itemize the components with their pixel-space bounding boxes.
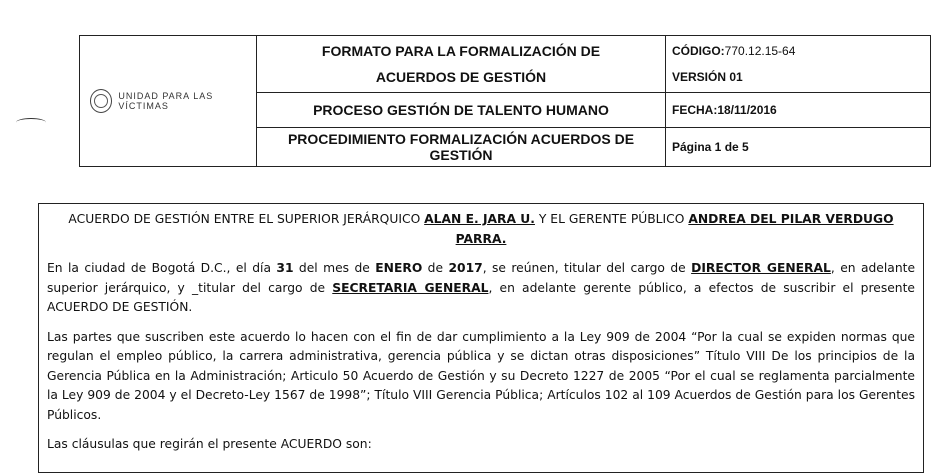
title-line-1: FORMATO PARA LA FORMALIZACIÓN DE (321, 43, 601, 59)
process-name: PROCESO GESTIÓN DE TALENTO HUMANO (257, 93, 666, 128)
seal-icon (90, 89, 112, 113)
superior-name: ALAN E. JARA U. (424, 212, 535, 226)
page-number: Página 1 de 5 (666, 128, 931, 167)
procedure-name: PROCEDIMIENTO FORMALIZACIÓN ACUERDOS DE GESTIÓN (257, 128, 666, 167)
role-secretary: SECRETARIA GENERAL (332, 280, 489, 295)
code-version-cell (666, 36, 931, 93)
version: VERSIÓN 01 (672, 70, 743, 84)
paragraph-legal-basis: Las partes que suscriben este acuerdo lo hacen con el fin de dar cumplimiento a la Ley 909 de 2004 “Por la cual se expiden normas que regulan el empleo público, la carrera administrativa, gerencia pública y se dictan otras disposiciones” Título VIII De los principios de la Gerencia Pública en la Administración; Articulo 50 Acuerdo de Gestión y su Decreto 1227 de 2005 “Por el cual se reglamenta parcialmente la Ley 909 de 2004 y el Decreto-Ley 1567 de 1998”; Título VIII Gerencia Pública; Artículos 102 al 109 Acuerdos de Gestión para los Gerentes Públicos. (47, 329, 915, 422)
document-title (257, 36, 666, 93)
margin-mark (16, 118, 46, 127)
manager-name: ANDREA DEL PILAR VERDUGO PARRA. (455, 212, 894, 246)
logo (80, 89, 256, 113)
code: CÓDIGO:770.12.15-64 (672, 44, 796, 58)
logo-text: UNIDAD PARA LAS VÍCTIMAS (118, 91, 214, 111)
paragraph-clauses-intro: Las cláusulas que regirán el presente ACUERDO son: (47, 437, 372, 451)
date: FECHA:18/11/2016 (666, 93, 931, 128)
document-header (79, 35, 931, 167)
role-director: DIRECTOR GENERAL (691, 261, 831, 275)
agreement-body (38, 203, 924, 473)
title-line-2: ACUERDOS DE GESTIÓN (375, 69, 547, 85)
logo-cell (80, 36, 257, 167)
paragraph-meeting: En la ciudad de Bogotá D.C., el día 31 del mes de ENERO de 2017, se reúnen, titular del cargo de DIRECTOR GENERAL, en adelante superior jerárquico, y _titular del cargo de SECRETARIA GENERAL, en adelante gerente público, a efectos de suscribir el presente ACUERDO DE GESTIÓN. (47, 261, 916, 314)
agreement-heading: ACUERDO DE GESTIÓN ENTRE EL SUPERIOR JERÁRQUICO ALAN E. JARA U. Y EL GERENTE PÚBLICO ANDREA DEL PILAR VERDUGO PARRA. (68, 212, 894, 246)
